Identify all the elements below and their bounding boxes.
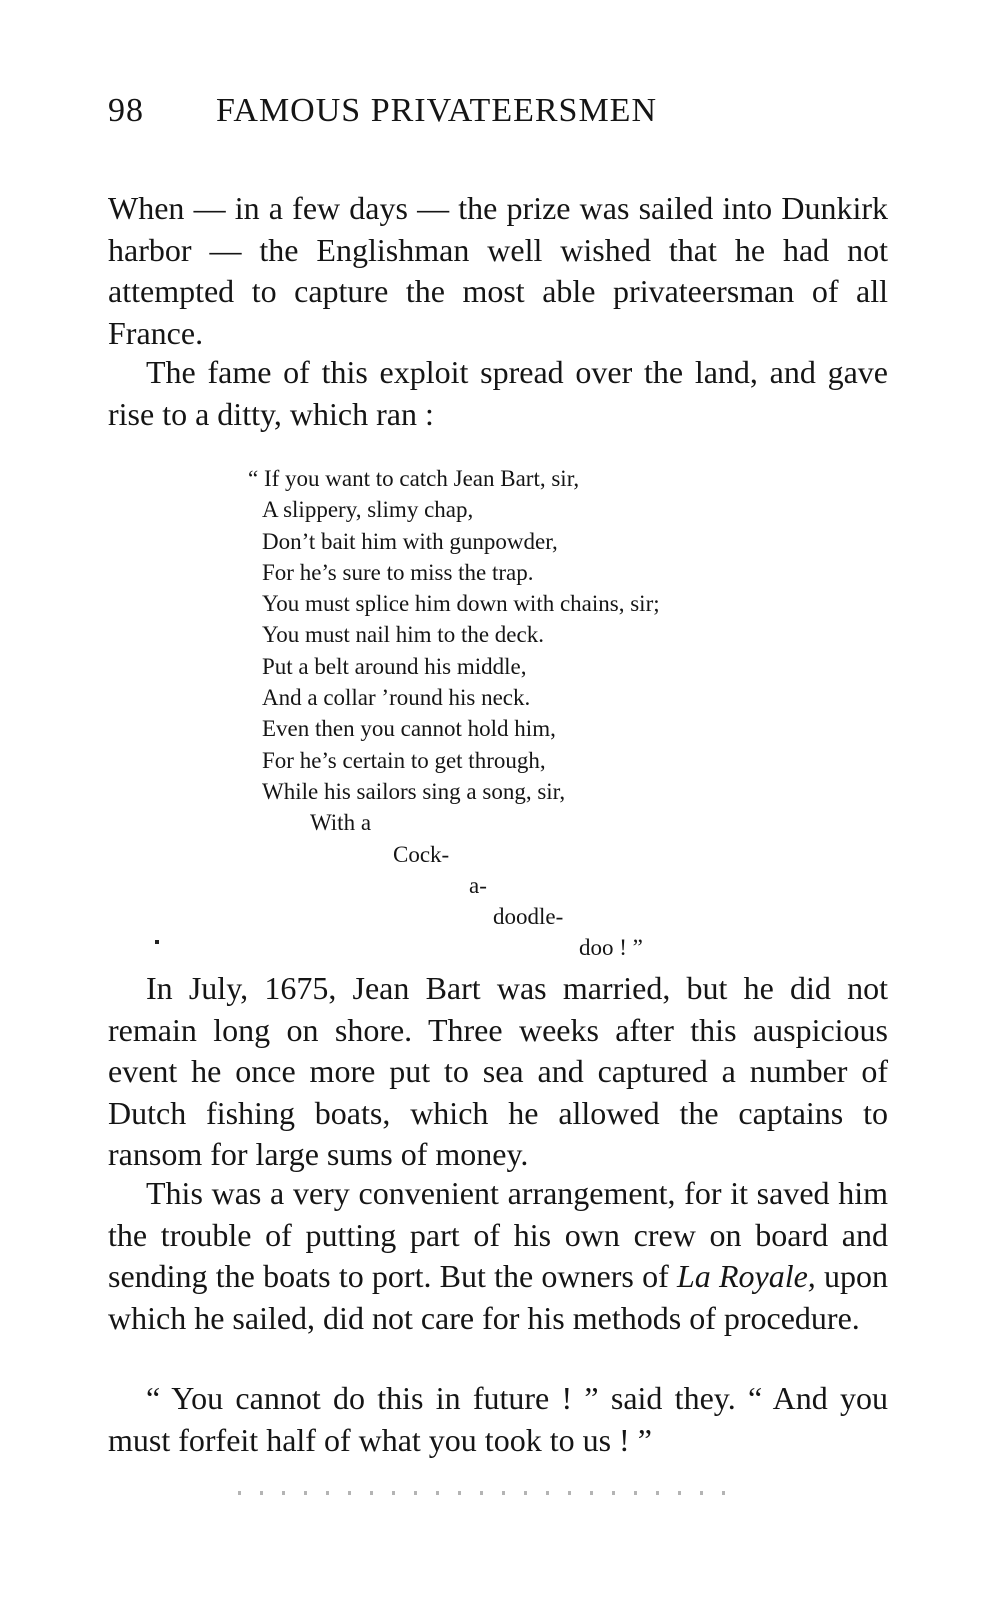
verse-line: You must splice him down with chains, sir; (262, 591, 660, 617)
verse-line: You must nail him to the deck. (262, 622, 544, 648)
verse-line: Put a belt around his middle, (262, 653, 527, 679)
paragraph-marriage (108, 968, 888, 1176)
verse-line: Don’t bait him with gunpowder, (262, 528, 558, 554)
verse-line: Cock- (393, 841, 450, 867)
verse-line: With a (310, 810, 372, 836)
paragraph-ditty-intro-text: The fame of this exploit spread over the land, and gave rise to a ditty, which ran : (108, 354, 888, 432)
verse-line: doodle- (493, 904, 564, 930)
paragraph-arrangement-text-b: upon which he sailed, did not care for his methods of procedure. (108, 1258, 889, 1336)
verse-line: Even then you cannot hold him, (262, 716, 556, 742)
verse-ditty (248, 463, 888, 964)
verse-line: While his sailors sing a song, sir, (262, 778, 566, 804)
verse-line: A slippery, slimy chap, (262, 497, 474, 523)
page-number: 98 (108, 92, 144, 129)
verse-line: a- (469, 872, 487, 898)
verse-line: For he’s certain to get through, (262, 747, 546, 773)
paragraph-owners-demand-text: “ You cannot do this in future ! ” said they. “ And you must forfeit half of what you took to us ! ” (108, 1380, 888, 1458)
verse-line: doo ! ” (579, 935, 643, 961)
running-title: FAMOUS PRIVATEERSMEN (216, 92, 657, 129)
running-header (108, 92, 788, 130)
paragraph-arrangement (108, 1173, 888, 1339)
paragraph-owners-demand (108, 1378, 888, 1461)
verse-line: “ If you want to catch Jean Bart, sir, (248, 466, 580, 491)
paragraph-marriage-text: In July, 1675, Jean Bart was married, but he did not remain long on shore. Three weeks after this auspicious event he once more put to sea and captured a number of Dutch fishing boats, which he allowed the captains to ransom for large sums of money. (108, 970, 888, 1172)
verse-line: For he’s sure to miss the trap. (262, 559, 534, 585)
paragraph-ditty-intro (108, 352, 888, 435)
verse-line: And a collar ’round his neck. (262, 685, 531, 711)
ship-name: La Royale, (676, 1258, 816, 1294)
paragraph-arrangement-text-a: This was a very convenient arrangement, for it saved him the trouble of putting part of his own crew on board and sending the boats to port. But the owners of (108, 1175, 888, 1294)
print-speck (155, 940, 159, 944)
paragraph-prize-dunkirk: When — in a few days — the prize was sailed into Dunkirk harbor — the Englishman well wished that he had not attempted to capture the most able privateersman of all France. (108, 190, 888, 351)
page-bottom-marks (238, 1491, 738, 1495)
